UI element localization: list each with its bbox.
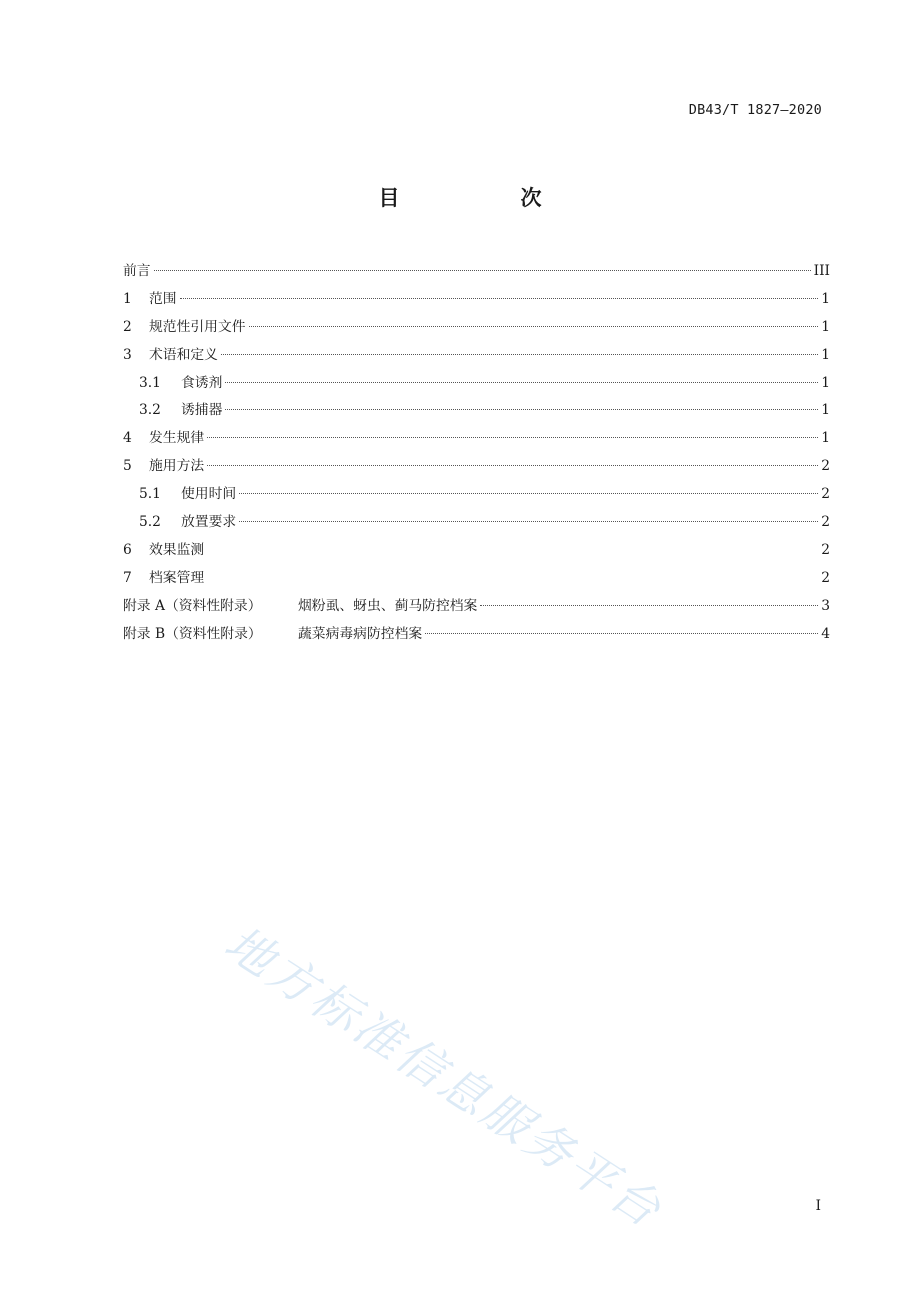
dot-leader [221,354,818,355]
toc-entry[interactable] [123,425,830,453]
dot-leader [425,633,818,634]
toc-entry[interactable] [123,537,830,565]
page-title: 目 次 [378,186,592,210]
dot-leader [239,493,818,494]
toc-entry-label: 术语和定义 [149,346,218,363]
toc-entry[interactable] [123,314,830,342]
toc-entry-number: 5 [123,458,132,475]
toc-entry-page: 2 [821,569,830,586]
toc-entry[interactable] [123,453,830,481]
dot-leader [207,465,818,466]
toc-entry-label: 施用方法 [149,458,205,475]
toc-entry[interactable] [123,286,830,314]
toc-entry-number: 5.1 [139,486,161,503]
toc-entry-page: III [813,263,830,279]
toc-entry-label: 使用时间 [181,486,237,503]
toc-entry-page: 1 [821,402,830,419]
toc-entry-page: 1 [821,318,830,335]
appendix-label: 附录 B（资料性附录） [123,625,262,642]
toc-entry-page: 1 [821,374,830,391]
toc-entry-label: 放置要求 [181,514,237,531]
toc-entry-label: 档案管理 [149,569,205,586]
dot-leader [225,382,818,383]
toc-entry-number: 1 [123,290,132,307]
toc-entry-number: 4 [123,430,132,447]
toc-entry-number: 3.1 [139,374,161,391]
toc-entry-number: 7 [123,569,132,586]
toc-entry[interactable] [123,621,830,649]
toc-entry-page: 2 [821,458,830,475]
toc-entry-label: 蔬菜病毒病防控档案 [298,625,423,642]
toc-entry-number: 3 [123,346,132,363]
toc-entry-page: 3 [821,597,830,614]
toc-entry-number: 5.2 [139,514,161,531]
toc-entry[interactable] [123,509,830,537]
toc-entry-page: 1 [821,346,830,363]
watermark: 地方标准信息服务平台 [214,915,673,1240]
toc-entry-label: 烟粉虱、蚜虫、蓟马防控档案 [298,597,478,614]
dot-leader [249,326,819,327]
table-of-contents [123,258,830,648]
toc-entry-page: 2 [821,541,830,558]
toc-entry-label: 效果监测 [149,541,205,558]
toc-entry-label: 食诱剂 [181,374,223,391]
toc-entry-page: 2 [821,514,830,531]
toc-entry[interactable] [123,593,830,621]
toc-entry-page: 1 [821,290,830,307]
dot-leader [225,409,818,410]
toc-entry[interactable] [123,370,830,398]
page-number: I [815,1198,821,1214]
toc-entry-label: 范围 [149,290,177,307]
toc-entry-number: 2 [123,318,132,335]
dot-leader [480,605,818,606]
toc-entry-number: 3.2 [139,402,161,419]
toc-entry[interactable] [123,342,830,370]
dot-leader [239,521,818,522]
toc-entry[interactable] [123,481,830,509]
toc-entry[interactable] [123,565,830,593]
toc-entry-label: 前言 [123,263,151,279]
toc-entry-label: 规范性引用文件 [149,318,246,335]
toc-entry[interactable] [123,397,830,425]
toc-entry-page: 1 [821,430,830,447]
standard-code: DB43/T 1827—2020 [688,102,822,118]
dot-leader [180,298,819,299]
toc-entry-label: 发生规律 [149,430,205,447]
toc-entry-page: 2 [821,486,830,503]
dot-leader [207,437,818,438]
toc-entry-label: 诱捕器 [181,402,223,419]
toc-entry[interactable] [123,258,830,286]
toc-entry-page: 4 [821,625,830,642]
appendix-label: 附录 A（资料性附录） [123,597,262,614]
toc-entry-number: 6 [123,541,132,558]
dot-leader [154,270,811,271]
